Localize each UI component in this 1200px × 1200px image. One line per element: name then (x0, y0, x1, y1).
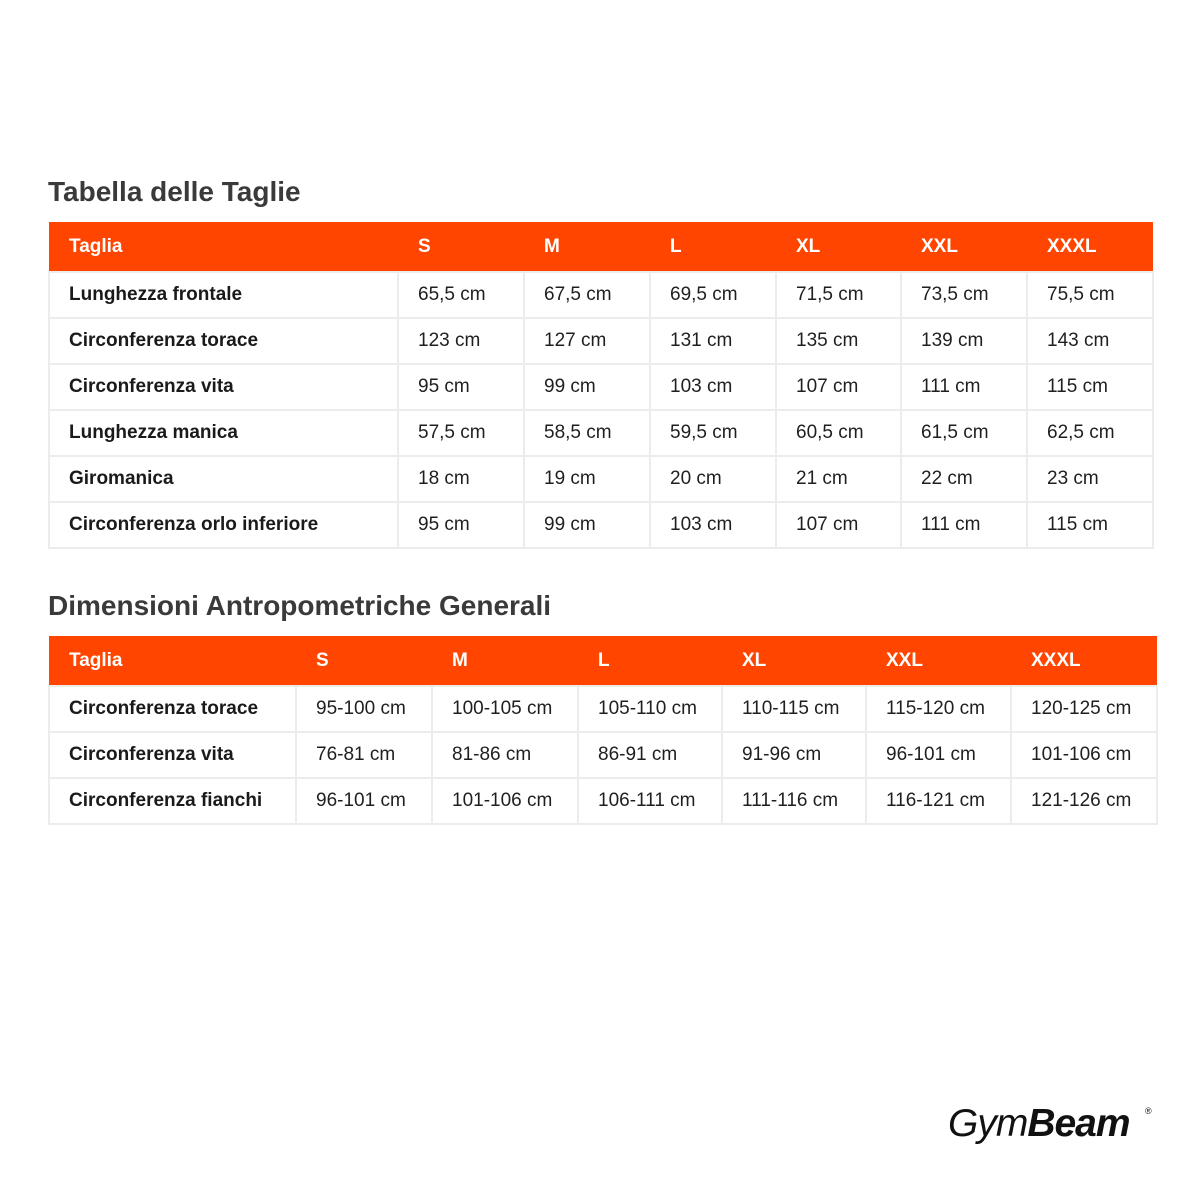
table-cell: 95 cm (398, 364, 524, 410)
row-label: Circonferenza vita (49, 732, 296, 778)
table-cell: 143 cm (1027, 318, 1153, 364)
gymbeam-logo (948, 1102, 1158, 1152)
header-cell: XXXL (1027, 222, 1153, 272)
table-row (49, 456, 1153, 502)
table-cell: 103 cm (650, 502, 776, 548)
anthropometric-header (49, 636, 1157, 686)
table-cell: 111-116 cm (722, 778, 866, 824)
table-cell: 101-106 cm (1011, 732, 1157, 778)
table-cell: 20 cm (650, 456, 776, 502)
header-row (49, 222, 1153, 272)
header-row (49, 636, 1157, 686)
header-cell: Taglia (49, 636, 296, 686)
table-cell: 59,5 cm (650, 410, 776, 456)
row-label: Circonferenza vita (49, 364, 398, 410)
table-cell: 86-91 cm (578, 732, 722, 778)
header-cell: M (432, 636, 578, 686)
table-row (49, 686, 1157, 732)
table-cell: 95-100 cm (296, 686, 432, 732)
header-cell: Taglia (49, 222, 398, 272)
header-cell: XXL (901, 222, 1027, 272)
table-cell: 111 cm (901, 502, 1027, 548)
table-cell: 111 cm (901, 364, 1027, 410)
row-label: Lunghezza frontale (49, 272, 398, 318)
table-cell: 99 cm (524, 364, 650, 410)
size-chart-title: Tabella delle Taglie (48, 176, 301, 207)
table-cell: 135 cm (776, 318, 901, 364)
table-cell: 110-115 cm (722, 686, 866, 732)
table-cell: 100-105 cm (432, 686, 578, 732)
table-cell: 120-125 cm (1011, 686, 1157, 732)
table-cell: 60,5 cm (776, 410, 901, 456)
header-cell: L (650, 222, 776, 272)
table-cell: 107 cm (776, 364, 901, 410)
table-row (49, 364, 1153, 410)
registered-mark: ® (1145, 1106, 1152, 1116)
table-cell: 99 cm (524, 502, 650, 548)
header-cell: XXXL (1011, 636, 1157, 686)
table-cell: 71,5 cm (776, 272, 901, 318)
table-cell: 58,5 cm (524, 410, 650, 456)
table-cell: 127 cm (524, 318, 650, 364)
header-cell: L (578, 636, 722, 686)
table-cell: 65,5 cm (398, 272, 524, 318)
table-cell: 23 cm (1027, 456, 1153, 502)
table-cell: 95 cm (398, 502, 524, 548)
row-label: Giromanica (49, 456, 398, 502)
table-cell: 67,5 cm (524, 272, 650, 318)
logo-text-beam: Beam (1027, 1102, 1130, 1145)
row-label: Circonferenza torace (49, 686, 296, 732)
table-cell: 76-81 cm (296, 732, 432, 778)
table-cell: 75,5 cm (1027, 272, 1153, 318)
row-label: Circonferenza fianchi (49, 778, 296, 824)
row-label: Circonferenza orlo inferiore (49, 502, 398, 548)
header-cell: S (398, 222, 524, 272)
row-label: Circonferenza torace (49, 318, 398, 364)
table-row (49, 778, 1157, 824)
table-cell: 96-101 cm (866, 732, 1011, 778)
table-cell: 19 cm (524, 456, 650, 502)
table-cell: 57,5 cm (398, 410, 524, 456)
anthropometric-table (48, 636, 1158, 825)
table-row (49, 272, 1153, 318)
size-chart-header (49, 222, 1153, 272)
table-cell: 106-111 cm (578, 778, 722, 824)
table-cell: 103 cm (650, 364, 776, 410)
anthropometric-title: Dimensioni Antropometriche Generali (48, 590, 552, 621)
table-cell: 115 cm (1027, 502, 1153, 548)
table-cell: 73,5 cm (901, 272, 1027, 318)
header-cell: XL (776, 222, 901, 272)
table-cell: 116-121 cm (866, 778, 1011, 824)
table-cell: 69,5 cm (650, 272, 776, 318)
header-cell: XXL (866, 636, 1011, 686)
table-cell: 91-96 cm (722, 732, 866, 778)
table-row (49, 318, 1153, 364)
logo-text-gym: Gym (948, 1102, 1028, 1145)
header-cell: S (296, 636, 432, 686)
table-cell: 105-110 cm (578, 686, 722, 732)
row-label: Lunghezza manica (49, 410, 398, 456)
table-cell: 81-86 cm (432, 732, 578, 778)
table-row (49, 732, 1157, 778)
table-cell: 96-101 cm (296, 778, 432, 824)
table-cell: 107 cm (776, 502, 901, 548)
table-cell: 22 cm (901, 456, 1027, 502)
table-row (49, 502, 1153, 548)
table-cell: 115 cm (1027, 364, 1153, 410)
table-cell: 123 cm (398, 318, 524, 364)
table-cell: 18 cm (398, 456, 524, 502)
size-chart-table (48, 222, 1154, 549)
table-cell: 21 cm (776, 456, 901, 502)
table-cell: 121-126 cm (1011, 778, 1157, 824)
header-cell: XL (722, 636, 866, 686)
table-row (49, 410, 1153, 456)
table-cell: 131 cm (650, 318, 776, 364)
table-cell: 115-120 cm (866, 686, 1011, 732)
table-cell: 101-106 cm (432, 778, 578, 824)
header-cell: M (524, 222, 650, 272)
table-cell: 139 cm (901, 318, 1027, 364)
table-cell: 62,5 cm (1027, 410, 1153, 456)
table-cell: 61,5 cm (901, 410, 1027, 456)
